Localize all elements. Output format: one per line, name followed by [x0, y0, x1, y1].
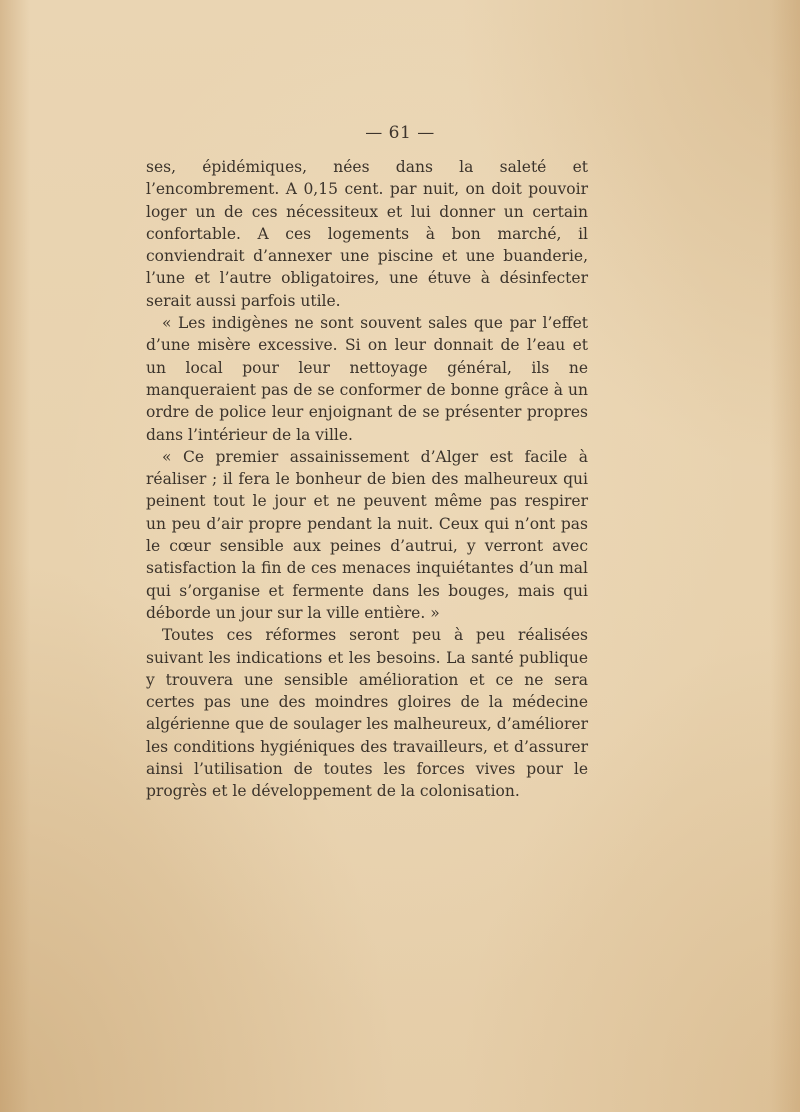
- paragraph-continuation: ses, épidémiques, nées dans la saleté et l’encombrement. A 0,15 cent. par nuit, on doit pouvoir loger un de ces nécessiteux et lui donner un certain confortable. A ces logements à bon marché, il conviendrait d’annexer une piscine et une buanderie, l’une et l’autre obligatoires, une étuve à désinfecter serait aussi parfois utile.: [146, 158, 588, 310]
- paragraph-assainissement: « Ce premier assainissement d’Alger est facile à réaliser ; il fera le bonheur de bien des malheureux qui peinent tout le jour et ne peuvent même pas respirer un peu d’air propre pendant la nuit. Ceux qui n’ont pas le cœur sensible aux peines d’autrui, y verront avec satisfaction la fin de ces menaces inquiétantes d’un mal qui s’organise et fermente dans les bouges, mais qui déborde un jour sur la ville entière. »: [146, 447, 588, 622]
- paragraph-reformes: Toutes ces réformes seront peu à peu réalisées suivant les indications et les besoins. La santé publique y trouvera une sensible amélioration et ce ne sera certes pas une des moindres gloires de la médecine algérienne que de soulager les malheureux, d’améliorer les conditions hygiéniques des travailleurs, et d’assurer ainsi l’utilisation de toutes les forces vives pour le progrès et le développement de la colonisation.: [146, 626, 588, 801]
- page-edge-shadow-left: [0, 0, 30, 1112]
- body-text: [146, 156, 588, 803]
- paragraph-indigenes: « Les indigènes ne sont souvent sales que par l’effet d’une misère excessive. Si on leur donnait de l’eau et un local pour leur nettoyage général, ils ne manqueraient pas de se conformer de bonne grâce à un ordre de police leur enjoignant de se présenter propres dans l’intérieur de la ville.: [146, 314, 588, 444]
- page-number: — 61 —: [365, 123, 435, 143]
- page-edge-shadow-right: [770, 0, 800, 1112]
